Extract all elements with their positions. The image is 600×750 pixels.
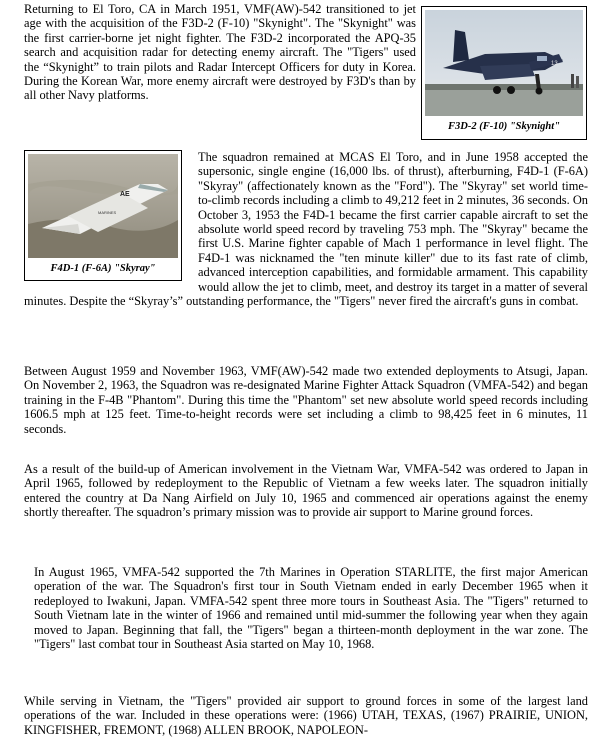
paragraph-starlite: In August 1965, VMFA-542 supported the 7th Marines in Operation STARLITE, the first major American operation of the war. The Squadron's first tour in South Vietnam ended in early December 1965 when it redeployed to Iwakuni, Japan. VMFA-542 spent three more tours in Southeast Asia. The "Tigers" returned to South Vietnam late in the winter of 1966 and remained until mid-summer the following year when they again moved to Japan. Beginning that fall, the "Tigers" began a thirteen-month deployment in the war zone. The "Tigers" last combat tour in Southeast Asia started on May 10, 1968. bbox=[34, 565, 588, 652]
figure-skynight bbox=[421, 6, 587, 140]
paragraph-phantom: Between August 1959 and November 1963, VMF(AW)-542 made two extended deployments to Atsugi, Japan. On November 2, 1963, the Squadron was re-designated Marine Fighter Attack Squadron (VMFA-542) and began training in the F-4B "Phantom". During this time the "Phantom" set new absolute world speed records including 1606.5 mph at 125 feet. Time-to-height records were set including a climb to 98,425 feet in 6 minutes, 11 seconds. bbox=[24, 364, 588, 436]
skyray-aircraft-image bbox=[28, 154, 178, 258]
svg-text:AE: AE bbox=[120, 191, 130, 198]
skyray-photo bbox=[28, 154, 178, 258]
paragraph-skyray: The squadron remained at MCAS El Toro, and in June 1958 accepted the supersonic, single engine (16,000 lbs. of thrust), afterburning, F4D-1 (F-6A) "Skyray" (affectionately known as the "Ford"). The "Skyray" set world time-to-climb records including a climb to 49,212 feet in 2 minutes, 36 seconds. On October 3, 1953 the F4D-1 became the first carrier capable aircraft to set the absolute world speed record by traveling 753 mph. The "Skyray" became the first U.S. Marine fighter capable of Mach 1 performance in level flight. The F4D-1 was nicknamed the "ten minute killer" due to its fast rate of climb, advanced interception capabilities, and formidable armament. This capability would allow the jet to climb, meet, and destroy its target in a matter of several minutes. Despite the “Skyray’s” outstanding performance, the "Tigers" never fired the aircraft's guns in combat. bbox=[24, 150, 588, 309]
paragraph-skynight: Returning to El Toro, CA in March 1951, VMF(AW)-542 transitioned to jet age with the acquisition of the F3D-2 (F-10) "Skynight". The "Skynight" was the first carrier-borne jet night fighter. The F3D-2 incorporated the APQ-35 search and acquisition radar for detecting enemy aircraft. The "Tigers" used the “Skynight” to train pilots and Radar Intercept Officers for duty in Korea. During the Korean War, more enemy aircraft were destroyed by F3D's than by all other Navy platforms. bbox=[24, 2, 416, 103]
paragraph-vietnam-deployment: As a result of the build-up of American involvement in the Vietnam War, VMFA-542 was ordered to Japan in April 1965, followed by redeployment to the Republic of Vietnam a few weeks later. The squadron initially entered the country at Da Nang Airfield on July 10, 1965 and commenced air operations against the enemy shortly thereafter. The squadron’s primary mission was to provide air support to Marine ground forces. bbox=[24, 462, 588, 520]
svg-text:MARINES: MARINES bbox=[98, 210, 117, 215]
skynight-aircraft-image bbox=[425, 10, 583, 116]
figure-caption-skynight: F3D-2 (F-10) "Skynight" bbox=[448, 121, 560, 132]
paragraph-ground-support: While serving in Vietnam, the "Tigers" provided air support to ground forces in some of the largest land operations of the war. Included in these operations were: (1966) UTAH, TEXAS, (1967) PRAIRIE, UNION, KINGFISHER, FREMONT, (1968) ALLEN BROOK, NAPOLEON- bbox=[24, 694, 588, 737]
skynight-photo bbox=[425, 10, 583, 116]
figure-caption-skyray: F4D-1 (F-6A) "Skyray" bbox=[50, 263, 156, 274]
figure-skyray bbox=[24, 150, 182, 281]
svg-text:13: 13 bbox=[551, 61, 558, 67]
